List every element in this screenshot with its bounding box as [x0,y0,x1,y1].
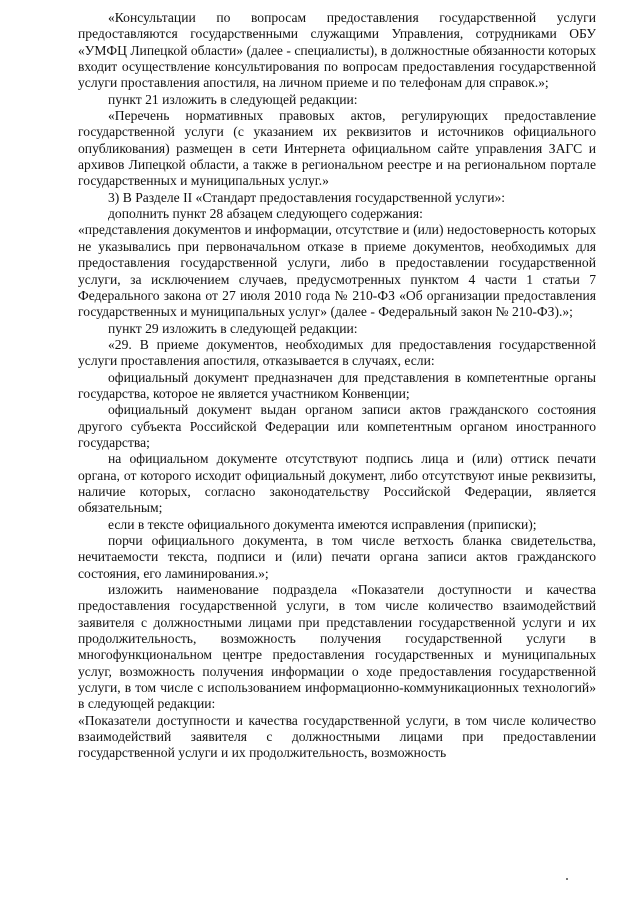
paragraph-item-28-intro: дополнить пункт 28 абзацем следующего содержания: [108,206,423,222]
paragraph-item-29-text: «29. В приеме документов, необходимых для предоставления государственной услуги проставления апостиля, отказывается в случаях, если: [78,336,596,369]
paragraph-refusal-reason-5: порчи официального документа, в том числе ветхость бланка свидетельства, нечитаемости текста, подписи и (или) печати органа записи актов гражданского состояния, его ламинирования.»; [78,533,596,581]
paragraph-consultations: «Консультации по вопросам предоставления государственной услуги предоставляются государственными служащими Управления, сотрудниками ОБУ «УМФЦ Липецкой области» (далее - специалисты), в должностные обязанности которых входит осуществление консультирования по вопросам предоставления государственной услуги проставления апостиля, на личном приеме и по телефонам для справок.»; [78,10,596,91]
paragraph-refusal-reason-4: если в тексте официального документа имеются исправления (приписки); [108,516,537,532]
document-page [78,10,596,762]
paragraph-item-28-text: «представления документов и информации, отсутствие и (или) недостоверность которых не указывались при первоначальном отказе в приеме документов, необходимых для предоставления государственной услуги, либо в предоставлении государственной услуги, за исключением случаев, предусмотренных пунктом 4 части 1 статьи 7 Федерального закона от 27 июля 2010 года № 210-ФЗ «Об организации предоставления государственных и муниципальных услуг» (далее - Федеральный закон № 210-ФЗ).»; [78,222,596,320]
scan-speck [566,878,568,880]
paragraph-subsection-new-title: «Показатели доступности и качества государственной услуги, в том числе количество взаимодействий заявителя с должностными лицами при предоставлении государственной услуги и их продолжительность, возможность [78,712,596,761]
paragraph-item-29-intro: пункт 29 изложить в следующей редакции: [108,320,358,336]
paragraph-legal-acts-list: «Перечень нормативных правовых актов, регулирующих предоставление государственной услуги (с указанием их реквизитов и источников официального опубликования) размещен в сети Интернета официальном сайте управления ЗАГС и архивов Липецкой области, а также в региональном реестре и на региональном портале государственных и муниципальных услуг.» [78,108,596,189]
paragraph-refusal-reason-3: на официальном документе отсутствуют подпись лица и (или) оттиск печати органа, от которого исходит официальный документ, либо отсутствуют иные реквизиты, наличие которых, согласно законодательству Российской Федерации, является обязательным; [78,451,596,516]
paragraph-refusal-reason-2: официальный документ выдан органом записи актов гражданского состояния другого субъекта Российской Федерации или компетентным органом иностранного государства; [78,402,596,450]
paragraph-item-21-intro: пункт 21 изложить в следующей редакции: [108,91,358,107]
paragraph-section-2-heading: 3) В Разделе II «Стандарт предоставления государственной услуги»: [108,189,506,205]
paragraph-refusal-reason-1: официальный документ предназначен для представления в компетентные органы государства, которое не является участником Конвенции; [78,369,596,401]
paragraph-subsection-rename: изложить наименование подраздела «Показатели доступности и качества предоставления государственной услуги, в том числе количество взаимодействий заявителя с должностными лицами при представлении государственной услуги и их продолжительность, возможность получения государственной услуги в многофункциональном центре предоставления государственных и муниципальных услуг, возможность получения информации о ходе предоставления государственной услуги, в том числе с использованием информационно-коммуникационных технологий» в следующей редакции: [78,582,596,712]
